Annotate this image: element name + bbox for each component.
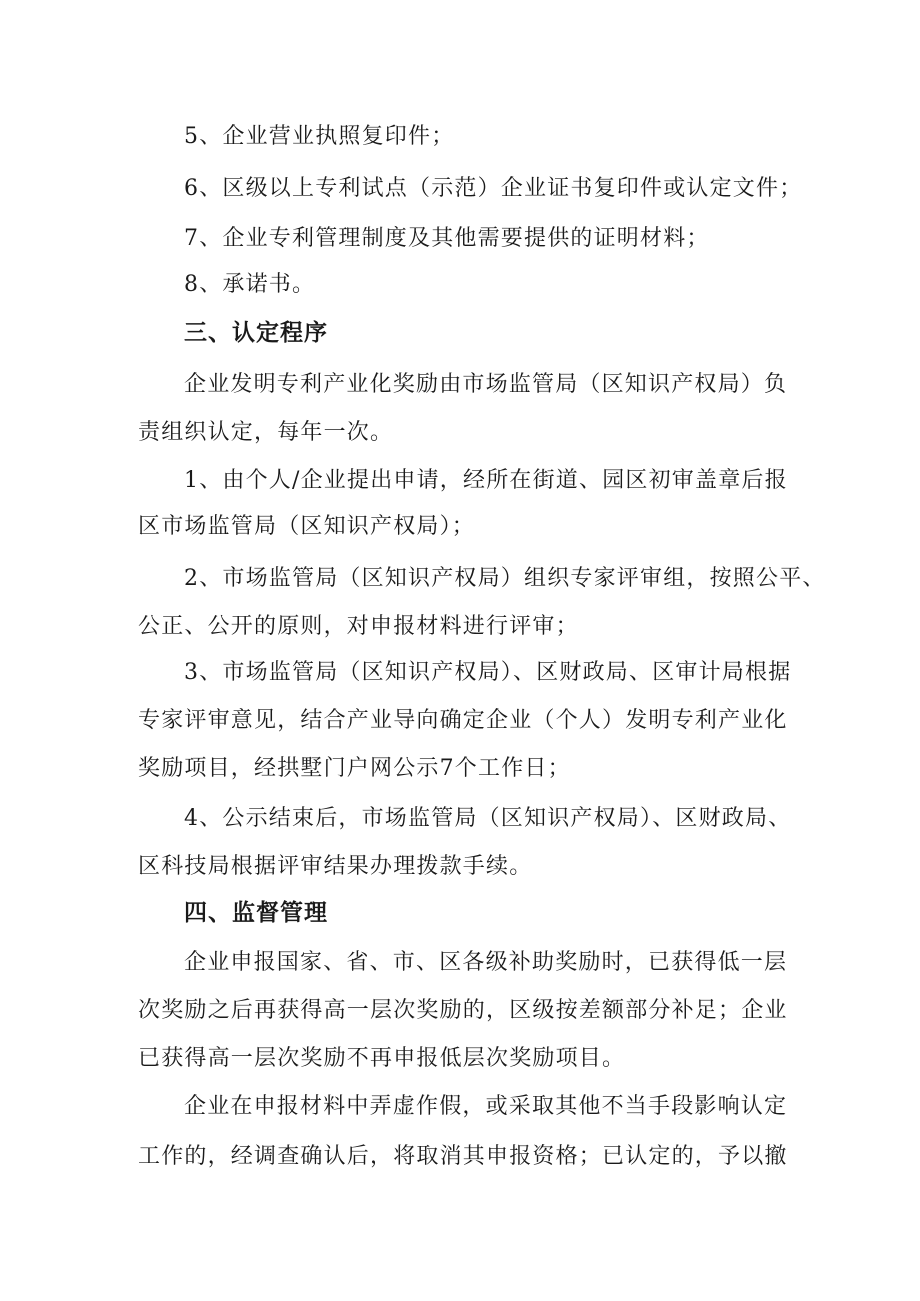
paragraph-line: 企业申报国家、省、市、区各级补助奖励时，已获得低一层 (184, 950, 788, 975)
paragraph-line: 奖励项目，经拱墅门户网公示7个工作日； (138, 756, 571, 781)
paragraph-line: 企业发明专利产业化奖励由市场监管局（区知识产权局）负 (184, 372, 788, 397)
list-item-6: 6、区级以上专利试点（示范）企业证书复印件或认定文件； (184, 176, 803, 201)
section-heading-procedure: 三、认定程序 (184, 320, 328, 346)
paragraph-line: 专家评审意见，结合产业导向确定企业（个人）发明专利产业化 (138, 708, 788, 733)
paragraph-line: 工作的，经调查确认后，将取消其申报资格；已认定的，予以撤 (138, 1144, 788, 1169)
procedure-step-4: 4、公示结束后，市场监管局（区知识产权局）、区财政局、 (184, 806, 792, 831)
paragraph-line: 公正、公开的原则，对申报材料进行评审； (138, 614, 579, 639)
procedure-step-3: 3、市场监管局（区知识产权局）、区财政局、区审计局根据 (184, 660, 792, 685)
paragraph-line: 企业在申报材料中弄虚作假，或采取其他不当手段影响认定 (184, 1094, 788, 1119)
paragraph-line: 次奖励之后再获得高一层次奖励的，区级按差额部分补足；企业 (138, 998, 788, 1023)
procedure-step-1: 1、由个人/企业提出申请，经所在街道、园区初审盖章后报 (184, 468, 788, 493)
paragraph-line: 已获得高一层次奖励不再申报低层次奖励项目。 (138, 1046, 626, 1071)
paragraph-line: 区市场监管局（区知识产权局）； (138, 514, 476, 539)
procedure-step-2: 2、市场监管局（区知识产权局）组织专家评审组，按照公平、 (184, 566, 826, 591)
section-heading-supervision: 四、监督管理 (184, 900, 328, 926)
list-item-7: 7、企业专利管理制度及其他需要提供的证明材料； (184, 226, 710, 251)
paragraph-line: 区科技局根据评审结果办理拨款手续。 (138, 854, 533, 879)
list-item-5: 5、企业营业执照复印件； (184, 124, 455, 149)
list-item-8: 8、承诺书。 (184, 272, 316, 297)
paragraph-line: 责组织认定，每年一次。 (138, 420, 394, 445)
